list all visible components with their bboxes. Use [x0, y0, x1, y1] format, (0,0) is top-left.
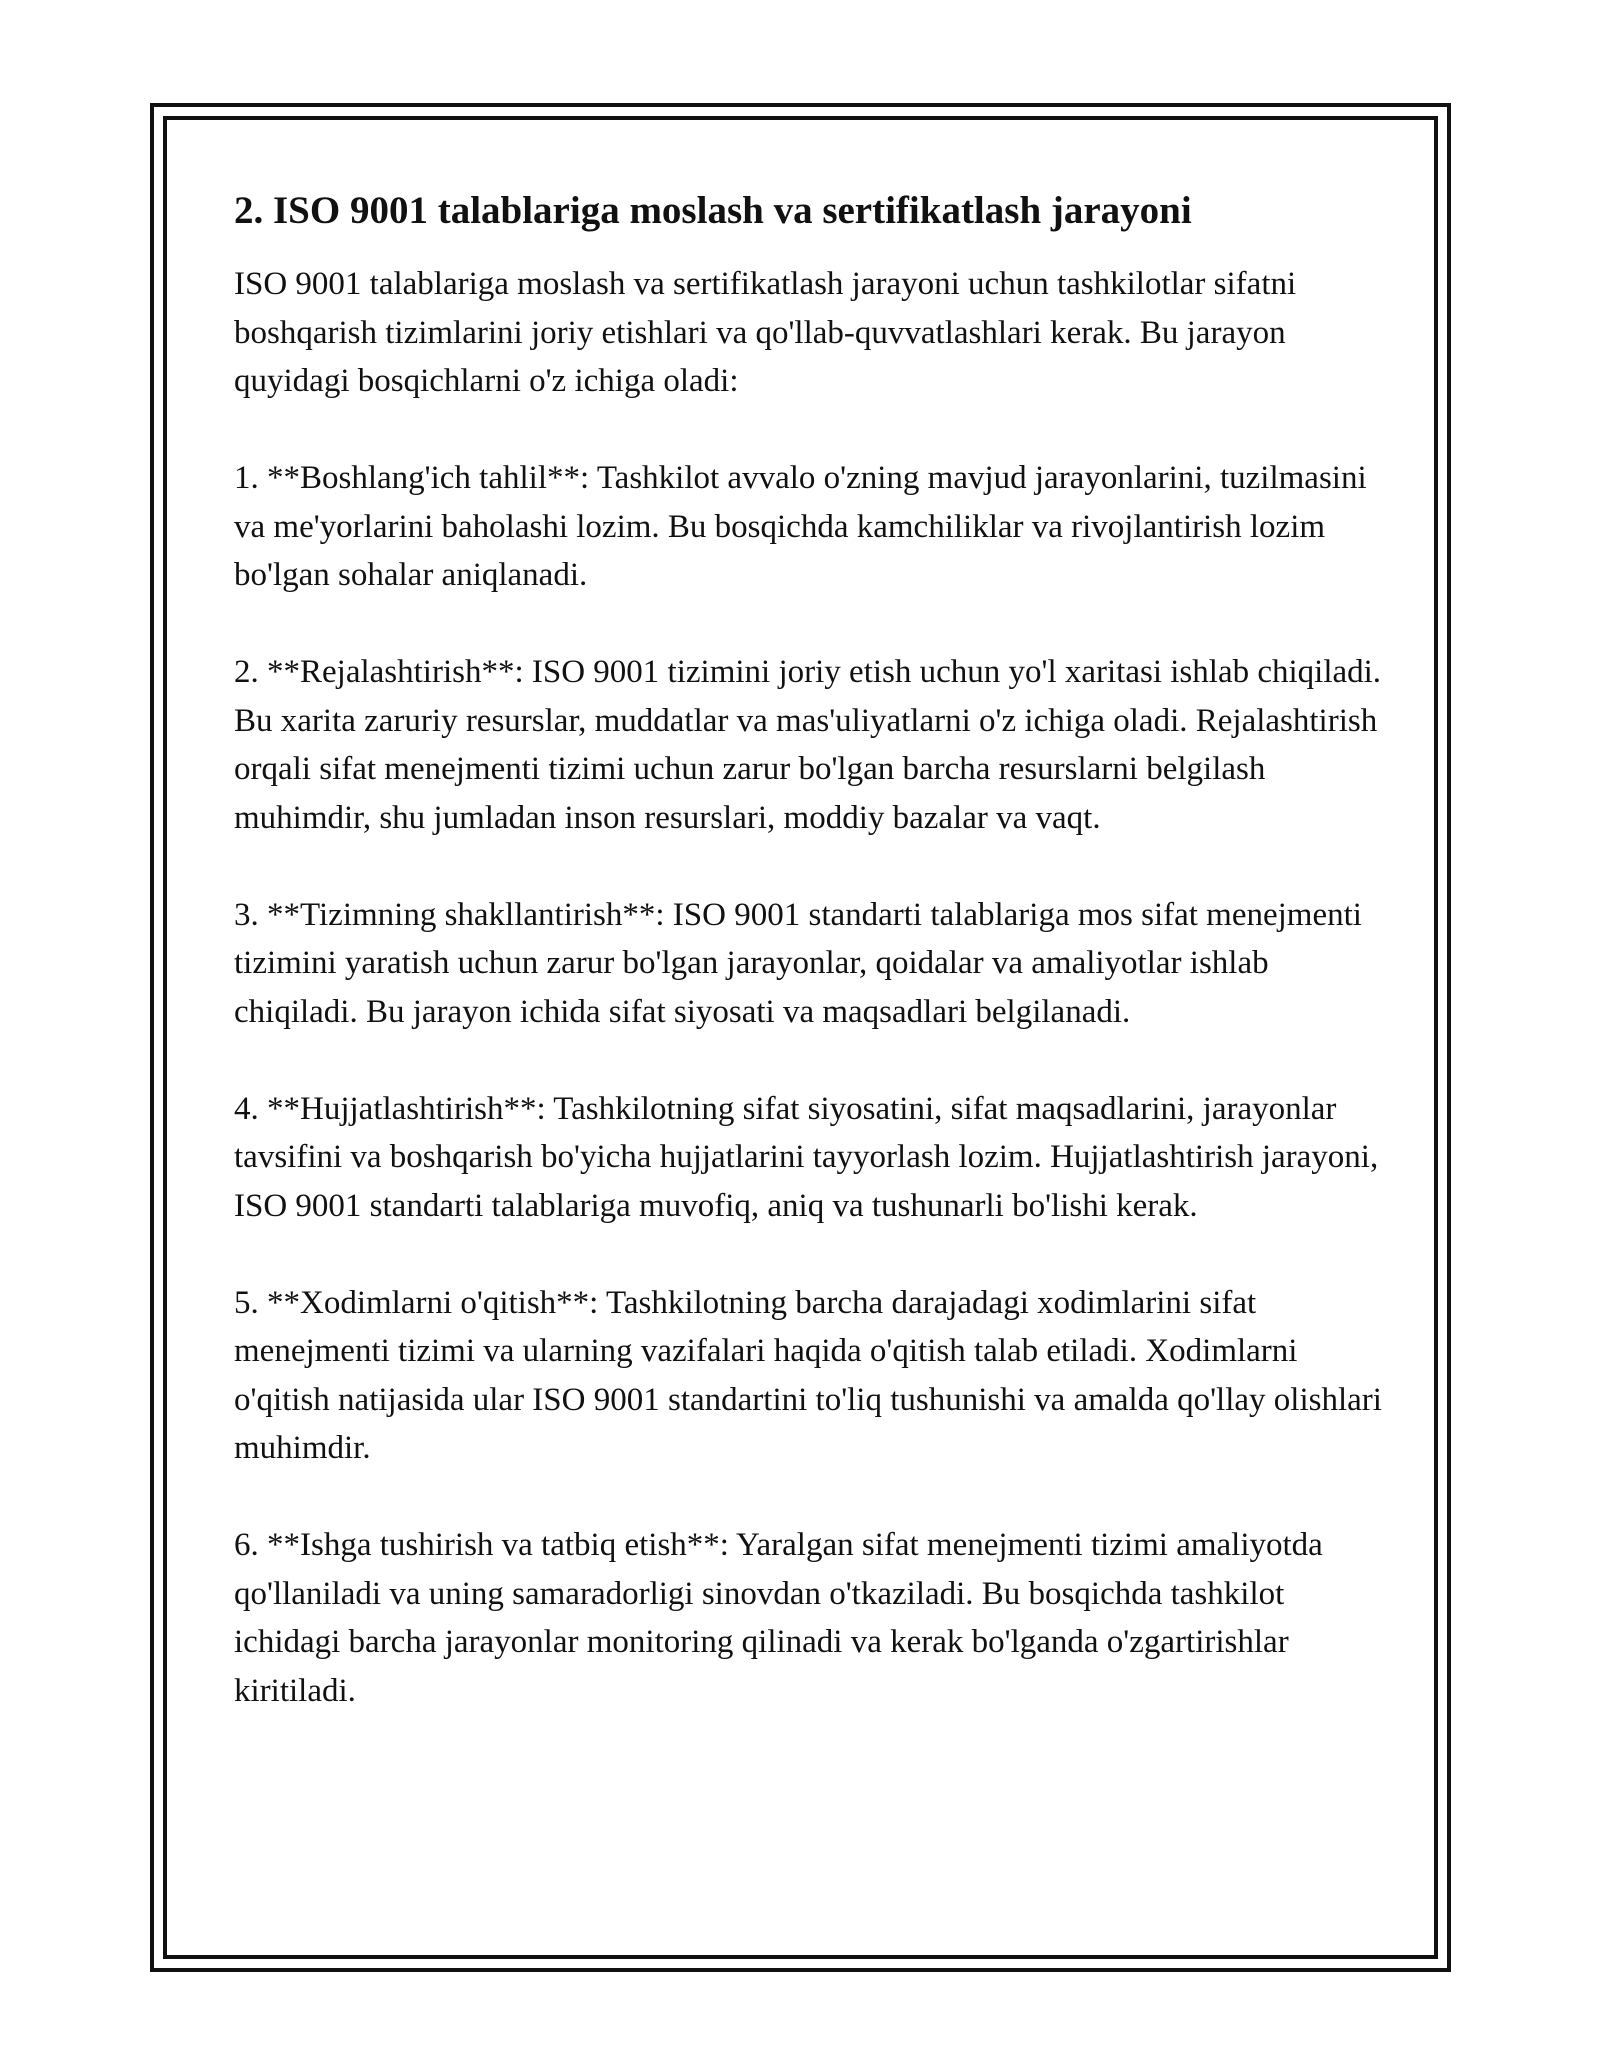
step-paragraph-5: 5. **Xodimlarni o'qitish**: Tashkilotning barcha darajadagi xodimlarini sifat menejmenti tizimi va ularning vazifalari haqida o'qitish talab etiladi. Xodimlarni o'qitish natijasida ular ISO 9001 standartini to'liq tushunishi va amalda qo'llay olishlari muhimdir.: [234, 1284, 1382, 1466]
step-paragraph-2: 2. **Rejalashtirish**: ISO 9001 tizimini joriy etish uchun yo'l xaritasi ishlab chiqiladi. Bu xarita zaruriy resurslar, muddatlar va mas'uliyatlarni o'z ichiga oladi. Rejalashtirish orqali sifat menejmenti tizimi uchun zarur bo'lgan barcha resurslarni belgilash muhimdir, shu jumladan inson resurslari, moddiy bazalar va vaqt.: [234, 654, 1382, 836]
step-paragraph-4: 4. **Hujjatlashtirish**: Tashkilotning sifat siyosatini, sifat maqsadlarini, jarayonlar tavsifini va boshqarish bo'yicha hujjatlarini tayyorlash lozim. Hujjatlashtirish jarayoni, ISO 9001 standarti talablariga muvofiq, aniq va tushunarli bo'lishi kerak.: [234, 1090, 1379, 1224]
step-paragraph-6: 6. **Ishga tushirish va tatbiq etish**: Yaralgan sifat menejmenti tizimi amaliyotda qo'llaniladi va uning samaradorligi sinovdan o'tkaziladi. Bu bosqichda tashkilot ichidagi barcha jarayonlar monitoring qilinadi va kerak bo'lganda o'zgartirishlar kiritiladi.: [234, 1527, 1323, 1709]
section-heading: 2. ISO 9001 talablariga moslash va sertifikatlash jarayoni: [234, 189, 1192, 232]
step-paragraph-3: 3. **Tizimning shakllantirish**: ISO 9001 standarti talablariga mos sifat menejmenti tizimini yaratish uchun zarur bo'lgan jarayonlar, qoidalar va amaliyotlar ishlab chiqiladi. Bu jarayon ichida sifat siyosati va maqsadlari belgilanadi.: [234, 896, 1362, 1030]
step-paragraph-1: 1. **Boshlang'ich tahlil**: Tashkilot avvalo o'zning mavjud jarayonlarini, tuzilmasini va me'yorlarini baholashi lozim. Bu bosqichda kamchiliklar va rivojlantirish lozim bo'lgan sohalar aniqlanadi.: [234, 460, 1367, 593]
intro-paragraph: ISO 9001 talablariga moslash va sertifikatlash jarayoni uchun tashkilotlar sifatni boshqarish tizimlarini joriy etishlari va qo'llab-quvvatlashlari kerak. Bu jarayon quyidagi bosqichlarni o'z ichiga oladi:: [234, 266, 1297, 399]
document-body: [234, 186, 1384, 1764]
